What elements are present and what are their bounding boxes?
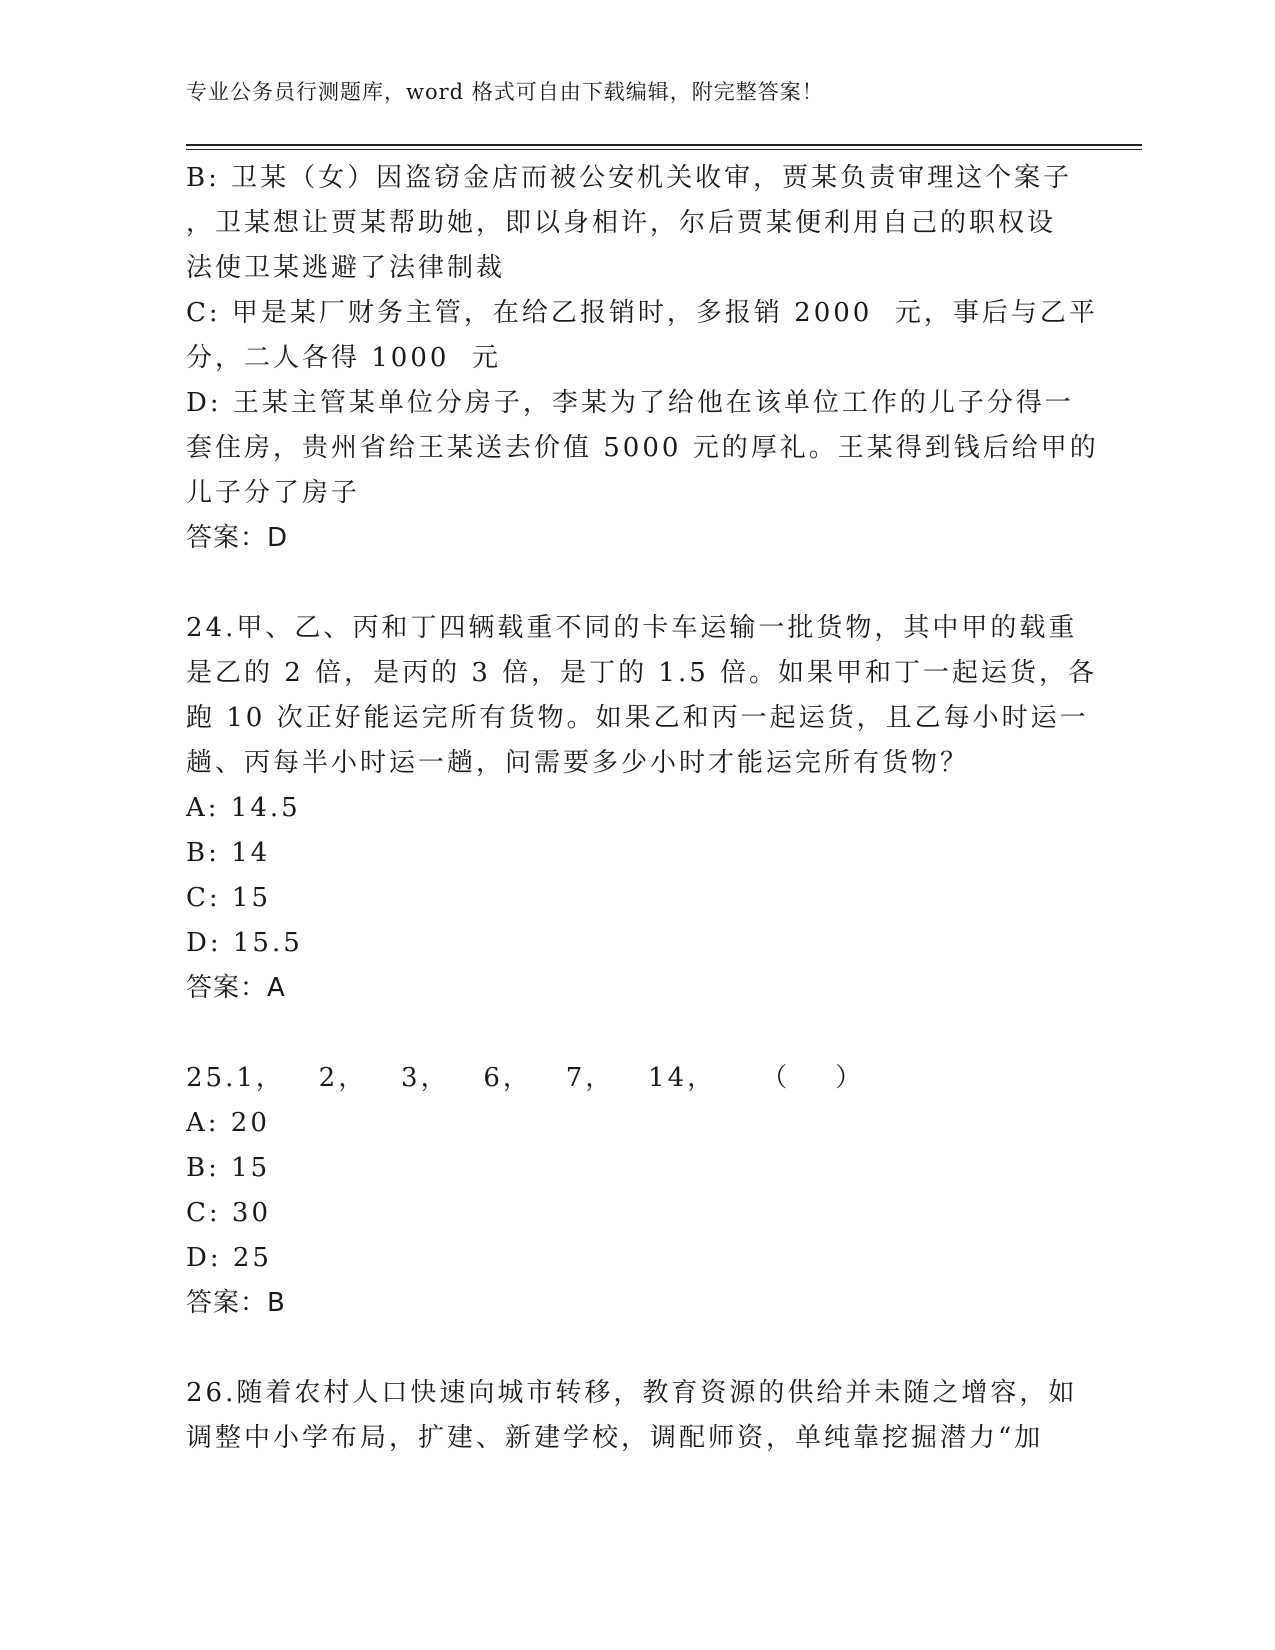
- q23-answer: 答案：D: [186, 523, 289, 553]
- q24-stem-line: 跑 10 次正好能运完所有货物。如果乙和丙一起运货，且乙每小时运一: [186, 703, 1089, 733]
- q25-option-c: C: 30: [186, 1198, 272, 1228]
- q24-option-a: A: 14.5: [186, 793, 301, 823]
- q23-option-d-line: 儿子分了房子: [186, 478, 361, 508]
- q25-stem: 25.1， 2， 3， 6， 7， 14， （ ）: [186, 1063, 865, 1093]
- q23-option-b-line: B: 卫某（女）因盗窃金店而被公安机关收审，贾某负责审理这个案子: [186, 163, 1073, 193]
- header-rule-thick: [186, 144, 1142, 146]
- q23-option-b-line: ，卫某想让贾某帮助她，即以身相许，尔后贾某便利用自己的职权设: [186, 208, 1057, 238]
- q24-option-d: D: 15.5: [186, 928, 303, 958]
- q24-option-c: C: 15: [186, 883, 272, 913]
- q24-option-b: B: 14: [186, 838, 271, 868]
- spacer: [186, 1011, 1086, 1056]
- question-content: [186, 156, 1099, 1461]
- q25-option-d: D: 25: [186, 1243, 272, 1273]
- q24-answer: 答案：A: [186, 973, 286, 1003]
- q23-option-b-line: 法使卫某逃避了法律制裁: [186, 253, 506, 283]
- q24-stem-line: 是乙的 2 倍，是丙的 3 倍，是丁的 1.5 倍。如果甲和丁一起运货，各: [186, 658, 1098, 688]
- spacer: [186, 1326, 1086, 1371]
- q25-option-b: B: 15: [186, 1153, 271, 1183]
- q23-option-c-line: 分，二人各得 1000 元: [186, 343, 501, 373]
- q23-option-d-line: 套住房，贵州省给王某送去价值 5000 元的厚礼。王某得到钱后给甲的: [186, 433, 1099, 463]
- q25-option-a: A: 20: [186, 1108, 270, 1138]
- q23-option-c-line: C: 甲是某厂财务主管，在给乙报销时，多报销 2000 元，事后与乙平: [186, 298, 1098, 328]
- spacer: [186, 561, 1086, 606]
- page-header: 专业公务员行测题库，word 格式可自由下载编辑，附完整答案！: [186, 80, 824, 104]
- q23-option-d-line: D: 王某主管某单位分房子，李某为了给他在该单位工作的儿子分得一: [186, 388, 1074, 418]
- q25-answer: 答案：B: [186, 1288, 286, 1318]
- q24-stem-line: 24.甲、乙、丙和丁四辆载重不同的卡车运输一批货物，其中甲的载重: [186, 613, 1078, 643]
- header-rule-thin: [186, 149, 1142, 150]
- q26-stem-line: 26.随着农村人口快速向城市转移，教育资源的供给并未随之增容，如: [186, 1378, 1078, 1408]
- q26-stem-line: 调整中小学布局，扩建、新建学校，调配师资，单纯靠挖掘潜力“加: [186, 1423, 1044, 1453]
- q24-stem-line: 趟、丙每半小时运一趟，问需要多少小时才能运完所有货物？: [186, 748, 970, 778]
